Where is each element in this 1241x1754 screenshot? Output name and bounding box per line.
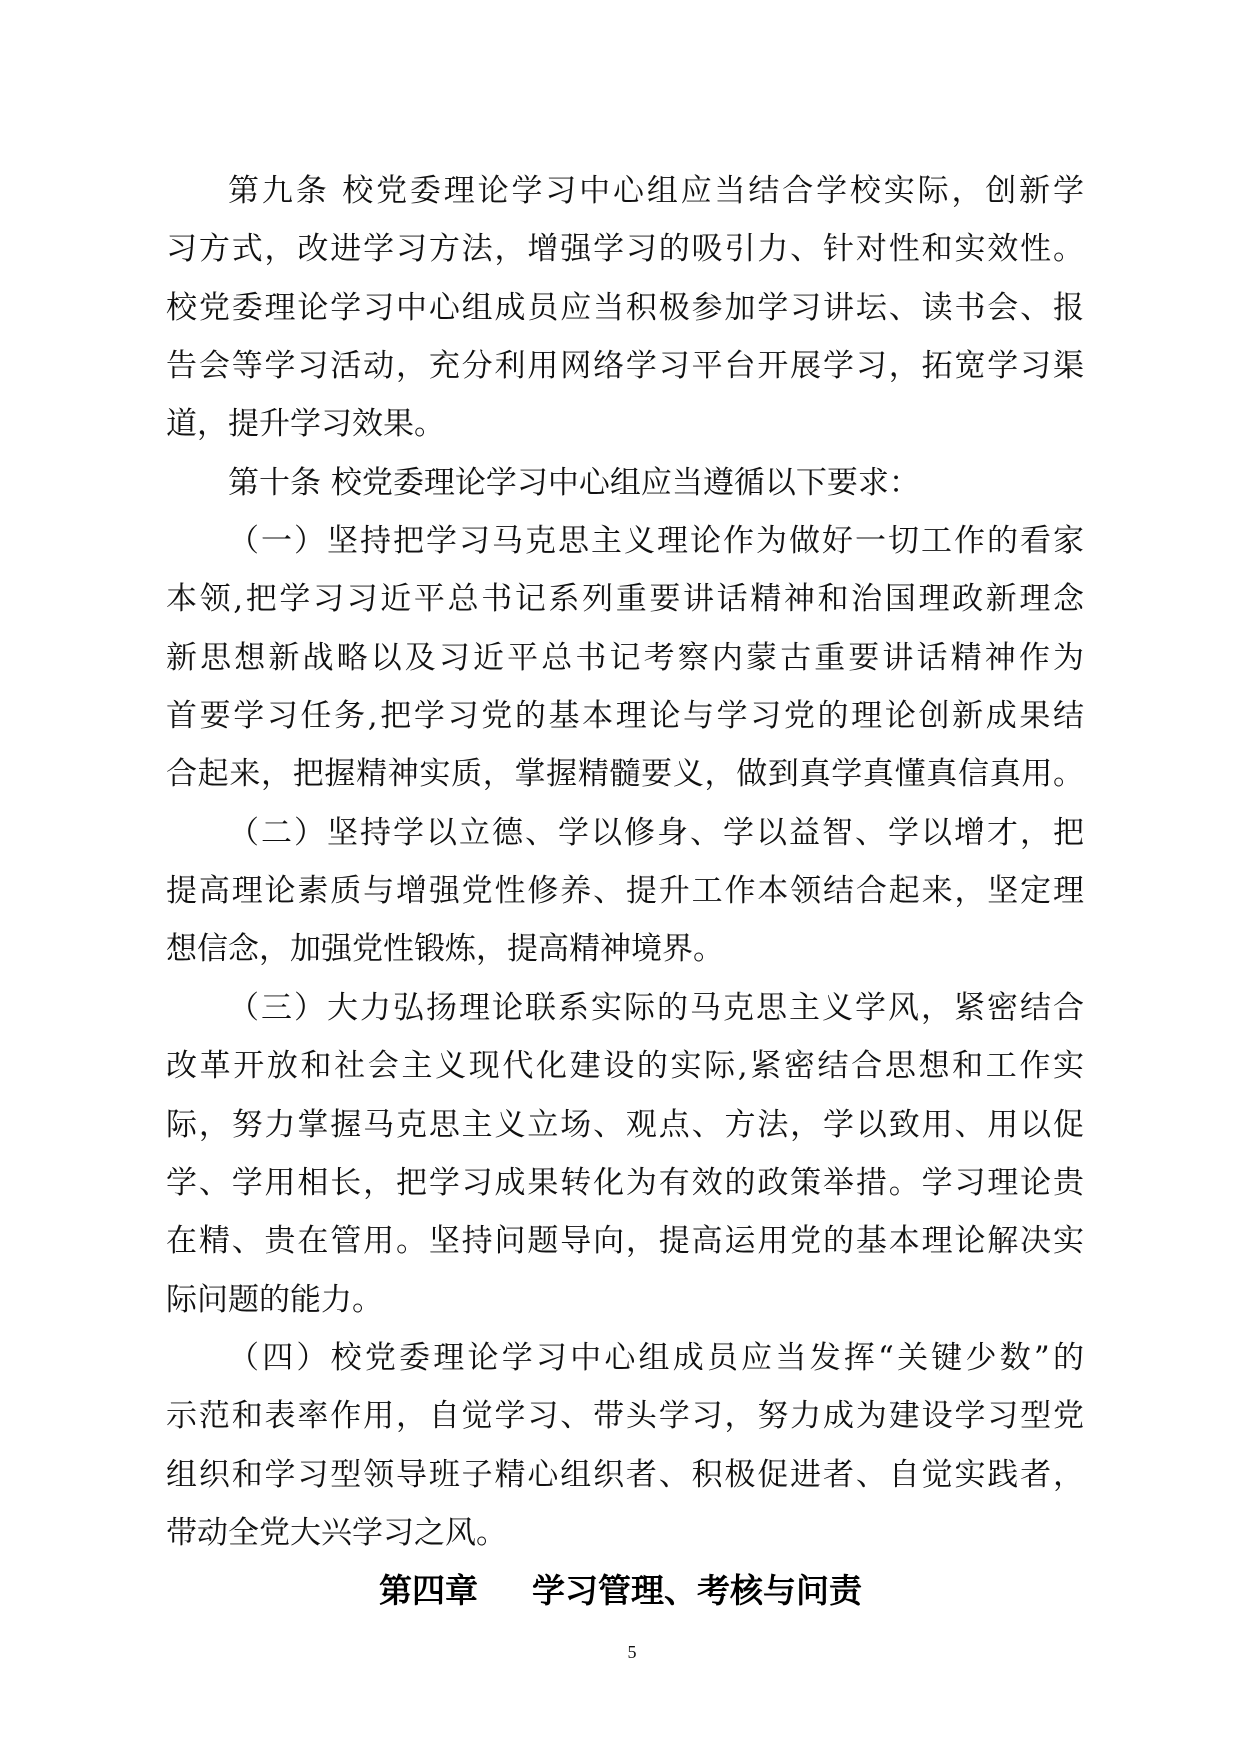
text-line: 合起来，把握精神实质，掌握精髓要义，做到真学真懂真信真用。: [166, 756, 1084, 793]
text-line: （四）校党委理论学习中心组成员应当发挥“关键少数”的: [228, 1339, 1084, 1376]
paragraph-article-9: [166, 162, 1084, 454]
text-line: 组织和学习型领导班子精心组织者、积极促进者、自觉实践者，: [166, 1456, 1084, 1493]
paragraph-item-1: [166, 512, 1084, 804]
text-line: 本领,把学习习近平总书记系列重要讲话精神和治国理政新理念: [166, 581, 1084, 618]
text-line: 学、学用相长，把学习成果转化为有效的政策举措。学习理论贵: [166, 1164, 1084, 1201]
paragraph-item-2: [166, 804, 1084, 979]
page-number: 5: [627, 1642, 637, 1662]
text-line: 带动全党大兴学习之风。: [166, 1514, 507, 1551]
text-line: 告会等学习活动，充分利用网络学习平台开展学习，拓宽学习渠: [166, 348, 1084, 385]
text-line: （一）坚持把学习马克思主义理论作为做好一切工作的看家: [228, 523, 1084, 560]
paragraph-article-10: [166, 454, 1084, 512]
text-line: 新思想新战略以及习近平总书记考察内蒙古重要讲话精神作为: [166, 639, 1084, 676]
text-line: 第九条 校党委理论学习中心组应当结合学校实际，创新学: [228, 173, 1084, 209]
chapter-title: 学习管理、考核与问责: [532, 1571, 862, 1610]
text-line: 习方式，改进学习方法，增强学习的吸引力、针对性和实效性。: [166, 231, 1084, 268]
text-line: 想信念，加强党性锻炼，提高精神境界。: [166, 931, 724, 968]
paragraph-item-4: [166, 1329, 1084, 1562]
text-line: 第十条 校党委理论学习中心组应当遵循以下要求：: [228, 464, 920, 501]
text-line: （三）大力弘扬理论联系实际的马克思主义学风，紧密结合: [228, 989, 1084, 1026]
chapter-number: 第四章: [379, 1571, 478, 1610]
text-line: 首要学习任务,把学习党的基本理论与学习党的理论创新成果结: [166, 698, 1084, 735]
body-text: [166, 162, 1084, 1562]
text-line: 际，努力掌握马克思主义立场、观点、方法，学以致用、用以促: [166, 1106, 1084, 1143]
text-line: 校党委理论学习中心组成员应当积极参加学习讲坛、读书会、报: [166, 289, 1084, 326]
text-line: 提高理论素质与增强党性修养、提升工作本领结合起来，坚定理: [166, 873, 1084, 910]
chapter-heading: [0, 1562, 1241, 1620]
text-line: （二）坚持学以立德、学以修身、学以益智、学以增才，把: [228, 814, 1084, 851]
paragraph-item-3: [166, 979, 1084, 1329]
text-line: 际问题的能力。: [166, 1281, 383, 1318]
text-line: 示范和表率作用，自觉学习、带头学习，努力成为建设学习型党: [166, 1398, 1084, 1435]
text-line: 改革开放和社会主义现代化建设的实际,紧密结合思想和工作实: [166, 1048, 1084, 1085]
text-line: 道，提升学习效果。: [166, 406, 445, 443]
text-line: 在精、贵在管用。坚持问题导向，提高运用党的基本理论解决实: [166, 1223, 1084, 1260]
